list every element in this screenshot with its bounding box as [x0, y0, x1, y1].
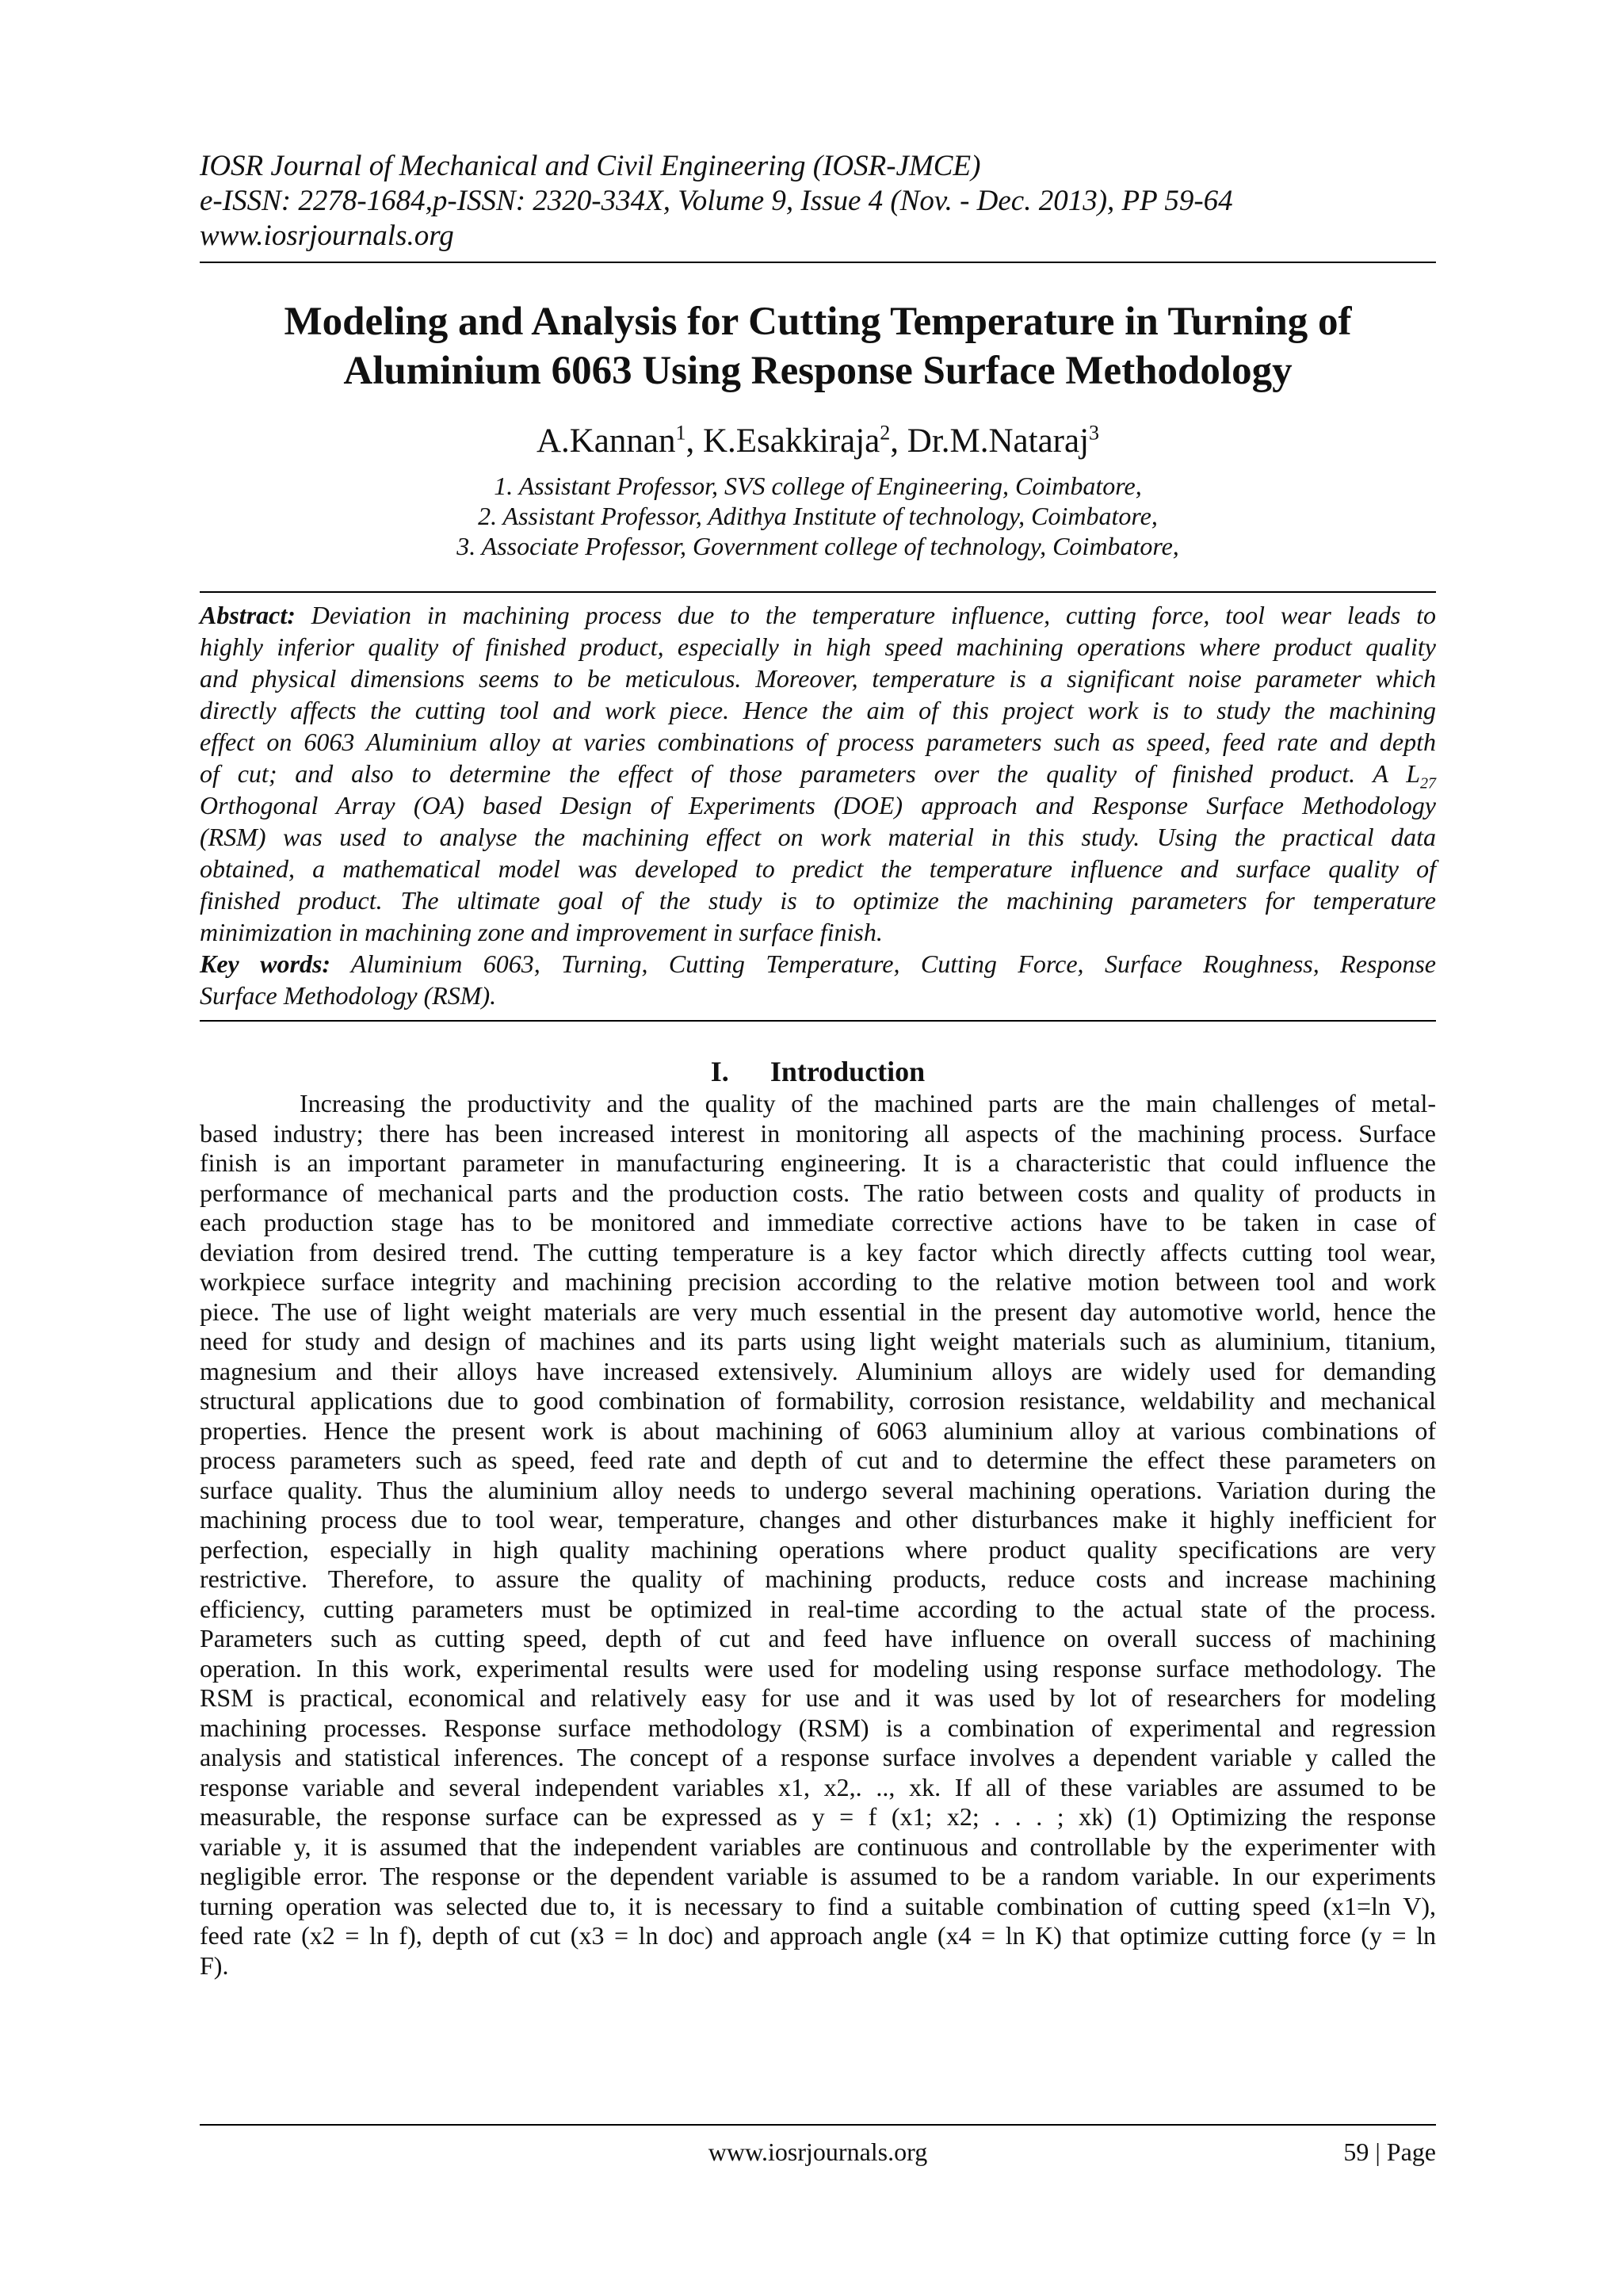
abstract-bottom-rule: [200, 1020, 1436, 1022]
introduction-body: [200, 1089, 1436, 1981]
body-line: deviation from desired trend. The cutting temperature is a key factor which directly affects cutting tool wear,: [200, 1237, 1436, 1266]
body-line: machining process due to tool wear, temperature, changes and other disturbances make it highly inefficient for: [200, 1505, 1436, 1534]
title-line: Modeling and Analysis for Cutting Temperature in Turning of: [284, 300, 1352, 344]
keywords-label: Key words:: [200, 949, 331, 978]
affiliation: 1. Assistant Professor, SVS college of Engineering, Coimbatore,: [494, 472, 1142, 500]
abstract-line: Orthogonal Array (OA) based Design of Experiments (DOE) approach and Response Surface Methodology: [200, 791, 1436, 819]
body-line: piece. The use of light weight materials are very much essential in the present day automotive world, hence the: [200, 1297, 1436, 1326]
abstract: [200, 599, 1436, 1011]
affiliation-list: [200, 471, 1436, 561]
journal-name: IOSR Journal of Mechanical and Civil Engineering (IOSR-JMCE): [200, 150, 981, 182]
author-name: Dr.M.Nataraj: [907, 422, 1090, 460]
body-line: response variable and several independent variables x1, x2,. .., xk. If all of these variables are assumed to be: [200, 1772, 1436, 1801]
abstract-line: minimization in machining zone and improvement in surface finish.: [200, 918, 883, 946]
body-line: Increasing the productivity and the quality of the machined parts are the main challenges of metal-: [300, 1089, 1436, 1117]
abstract-line: highly inferior quality of finished product, especially in high speed machining operations where product quality: [200, 632, 1436, 661]
body-line: variable y, it is assumed that the independent variables are continuous and controllable by the experimenter with: [200, 1832, 1436, 1861]
abstract-line: (RSM) was used to analyse the machining effect on work material in this study. Using the practical data: [200, 823, 1436, 851]
author-list: [200, 420, 1436, 463]
body-line: based industry; there has been increased interest in monitoring all aspects of the machining process. Surface: [200, 1118, 1436, 1148]
body-line: magnesium and their alloys have increased extensively. Aluminium alloys are widely used for demanding: [200, 1356, 1436, 1385]
body-line: efficiency, cutting parameters must be optimized in real-time according to the actual state of the process.: [200, 1594, 1436, 1623]
body-line: structural applications due to good combination of formability, corrosion resistance, weldability and mechanical: [200, 1386, 1436, 1415]
body-line: finish is an important parameter in manufacturing engineering. It is a characteristic that could influence the: [200, 1148, 1436, 1177]
body-line: operation. In this work, experimental results were used for modeling using response surface methodology. The: [200, 1653, 1436, 1683]
abstract-line: effect on 6063 Aluminium alloy at varies combinations of process parameters such as speed, feed rate and depth: [200, 728, 1436, 756]
body-line: feed rate (x2 = ln f), depth of cut (x3 = ln doc) and approach angle (x4 = ln K) that optimize cutting force (y = ln: [200, 1921, 1436, 1950]
affiliation: 2. Assistant Professor, Adithya Institute of technology, Coimbatore,: [478, 502, 1158, 530]
header-rule: [200, 262, 1436, 263]
body-line: Parameters such as cutting speed, depth of cut and feed have influence on overall success of machining: [200, 1624, 1436, 1652]
body-line: F).: [200, 1950, 229, 1980]
issn-line: e-ISSN: 2278-1684,p-ISSN: 2320-334X, Volume 9, Issue 4 (Nov. - Dec. 2013), PP 59-64: [200, 185, 1233, 217]
abstract-line: of cut; and also to determine the effect of those parameters over the quality of finished product. A $L_{27}$: [200, 759, 1436, 793]
body-line: RSM is practical, economical and relatively easy for use and it was used by lot of researchers for modeling: [200, 1683, 1436, 1712]
author-superscript: 1: [675, 421, 686, 445]
keywords-line: Key words: Aluminium 6063, Turning, Cutting Temperature, Cutting Force, Surface Roughness, Response: [200, 949, 1437, 978]
section-number: I.: [710, 1056, 729, 1087]
author-name: K.Esakkiraja: [702, 422, 880, 460]
body-line: perfection, especially in high quality machining operations where product quality specifications are very: [200, 1534, 1436, 1564]
author-superscript: 2: [880, 421, 891, 445]
author-superscript: 3: [1089, 421, 1100, 445]
abstract-line: directly affects the cutting tool and work piece. Hence the aim of this project work is to study the machining: [200, 696, 1436, 724]
abstract-subscript: 27: [1420, 774, 1436, 793]
abstract-label: Abstract:: [200, 601, 296, 629]
section-title: Introduction: [769, 1056, 926, 1087]
abstract-line: and physical dimensions seems to be meticulous. Moreover, temperature is a significant noise parameter which: [200, 664, 1436, 693]
body-line: process parameters such as speed, feed rate and depth of cut and to determine the effect these parameters on: [200, 1446, 1436, 1474]
body-line: negligible error. The response or the dependent variable is assumed to be a random variable. In our experiments: [200, 1862, 1436, 1890]
body-line: measurable, the response surface can be expressed as y = f (x1; x2; . . . ; xk) (1) Optimizing the response: [200, 1802, 1436, 1831]
body-line: each production stage has to be monitored and immediate corrective actions have to be taken in case of: [200, 1208, 1436, 1236]
body-line: surface quality. Thus the aluminium alloy needs to undergo several machining operations. Variation during the: [200, 1475, 1436, 1504]
body-line: workpiece surface integrity and machining precision according to the relative motion between tool and work: [200, 1267, 1436, 1296]
body-line: turning operation was selected due to, it is necessary to find a suitable combination of cutting speed (x1=ln V),: [200, 1891, 1436, 1920]
body-line: restrictive. Therefore, to assure the quality of machining products, reduce costs and increase machining: [200, 1564, 1436, 1593]
footer-rule: [200, 2124, 1436, 2126]
body-line: machining processes. Response surface methodology (RSM) is a combination of experimental and regression: [200, 1713, 1436, 1742]
body-line: performance of mechanical parts and the production costs. The ratio between costs and quality of products in: [200, 1178, 1436, 1207]
journal-header: [200, 149, 1436, 254]
title-line: Aluminium 6063 Using Response Surface Methodology: [343, 349, 1293, 393]
abstract-top-rule: [200, 591, 1436, 593]
affiliation: 3. Associate Professor, Government college of technology, Coimbatore,: [456, 532, 1179, 560]
author-separator: ,: [685, 422, 703, 460]
author-name: A.Kannan: [536, 422, 676, 460]
author-separator: ,: [890, 422, 907, 460]
body-line: analysis and statistical inferences. The concept of a response surface involves a dependent variable y called the: [200, 1743, 1436, 1771]
abstract-line: Abstract: Deviation in machining process due to the temperature influence, cutting force, tool wear leads to: [200, 601, 1437, 629]
abstract-line: obtained, a mathematical model was developed to predict the temperature influence and surface quality of: [200, 854, 1436, 883]
journal-website: www.iosrjournals.org: [200, 220, 454, 252]
keywords-line: Surface Methodology (RSM).: [200, 981, 497, 1010]
footer-website: www.iosrjournals.org: [708, 2137, 928, 2166]
page-number: 59 | Page: [1343, 2137, 1436, 2166]
body-line: properties. Hence the present work is about machining of 6063 aluminium alloy at various combinations of: [200, 1415, 1436, 1445]
abstract-line: finished product. The ultimate goal of the study is to optimize the machining parameters for temperature: [200, 886, 1436, 915]
body-line: need for study and design of machines and its parts using light weight materials such as aluminium, titanium,: [200, 1327, 1436, 1355]
section-heading: [200, 1054, 1436, 1089]
paper-title: [200, 297, 1436, 395]
